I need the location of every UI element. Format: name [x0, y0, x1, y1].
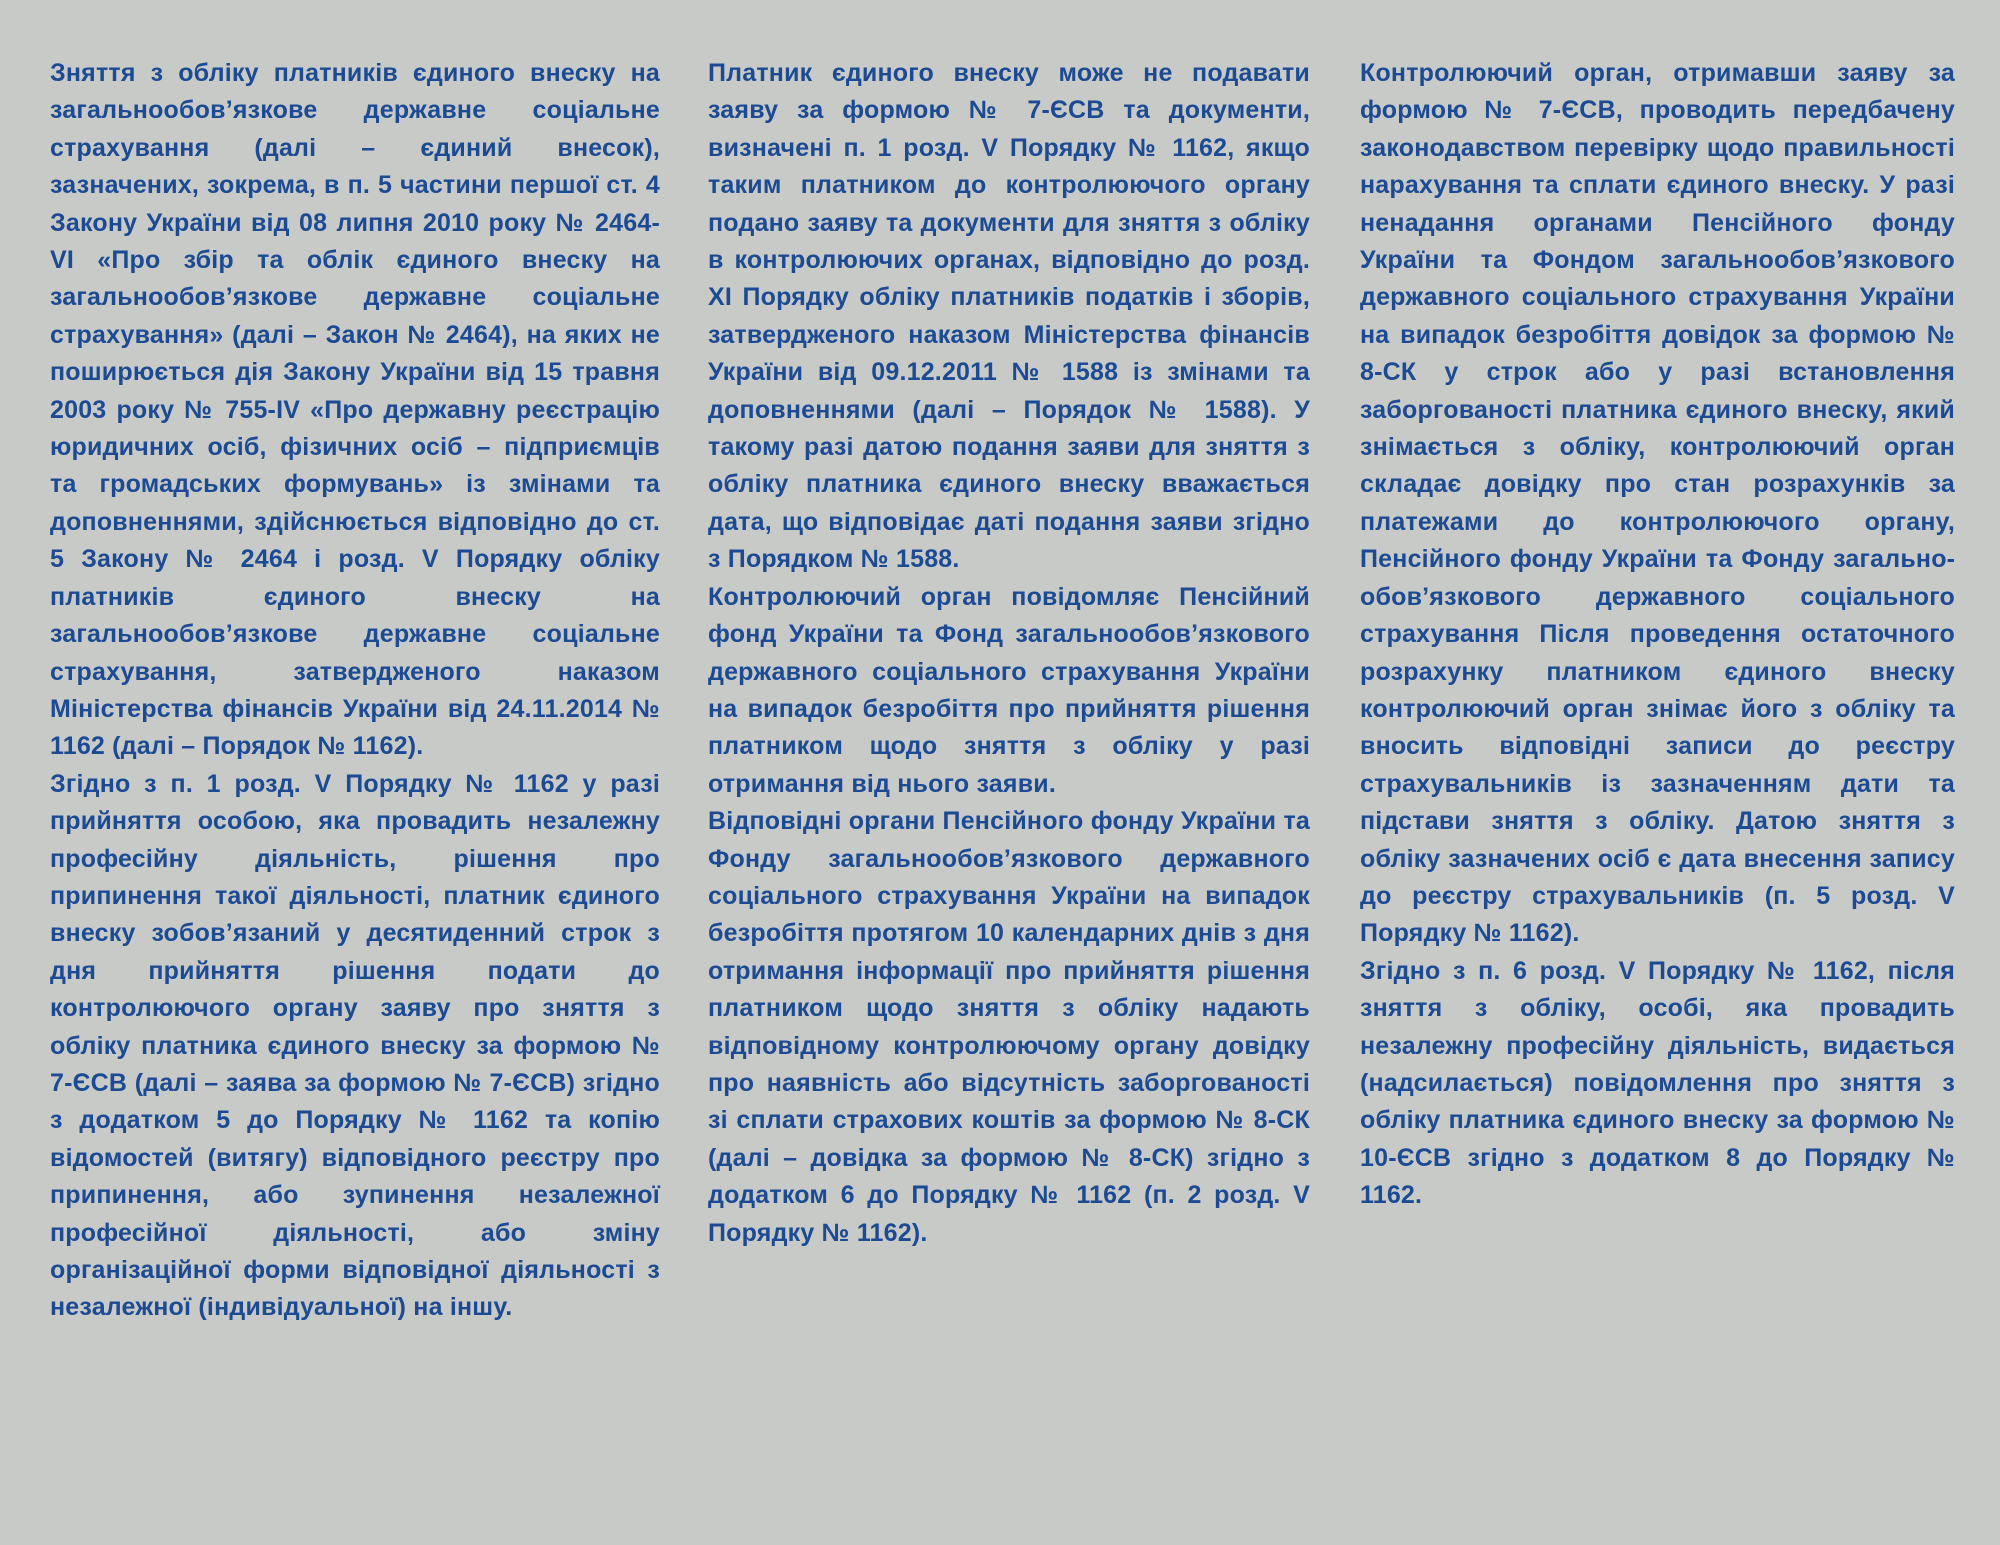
paragraph-notice-form-10: Згідно з п. 6 розд. V Порядку № 1162, після зняття з обліку, особі, яка провадить незалежну професійну діяльність, видається (надсилається) повідомлення про зняття з обліку платника єдиного внеску за формою № 10-ЄСВ згідно з додатком 8 до Порядку № 1162. — [1360, 956, 1955, 1210]
paragraph-authority-notification: Контролюючий орган повідомляє Пенсійний фонд України та Фонд загальнообов’язкового державного соціального страхування України на випадок безробіття про прийняття рішення платником щодо зняття з обліку у разі отримання від нього заяви. — [708, 582, 1310, 798]
text-column-middle — [708, 55, 1310, 1252]
paragraph-application-exemption: Платник єдиного внеску може не подавати заяву за формою № 7-ЄСВ та документи, визначені п. 1 розд. V Порядку № 1162, якщо таким платником до контролюючого органу подано заяву та документи для зняття з обліку в контролюючих органах, відповідно до розд. XI Порядку обліку платників податків і зборів, затвердженого наказом Міністерства фінансів України від 09.12.2011 № 1588 із змінами та доповненнями (далі – Порядок № 1588). У такому разі датою подання заяви для зняття з обліку платника єдиного внеску вважається дата, що відповідає даті подання заяви згідно з Порядком № 1588. — [708, 59, 1310, 574]
paragraph-procedure-clause-1: Згідно з п. 1 розд. V Порядку № 1162 у разі прийняття особою, яка провадить незалежну професійну діяльність, рішення про припинення такої діяльності, платник єдиного внеску зобов’язаний у десятиденний строк з дня прийняття рішення подати до контролюючого органу заяву про зняття з обліку платника єдиного внеску за формою № 7-ЄСВ (далі – заява за формою № 7-ЄСВ) згідно з додатком 5 до Порядку № 1162 та копію відомостей (витягу) відповідного реєстру про припинення, або зупинення незалежної професійної діяльності, або зміну організаційної форми відповідної діяльності з незалежної (індивідуальної) на іншу. — [50, 769, 660, 1322]
paragraph-funds-certificate: Відповідні органи Пенсійного фонду України та Фонду загальнообов’язкового державного соціального страхування України на випадок безробіття протягом 10 календарних днів з дня отримання інформації про прийняття рішення платником щодо зняття з обліку надають відповідному контролюючому органу довідку про наявність або відсутність заборгованості зі сплати страхових коштів за формою № 8-СК (далі – довідка за формою № 8-СК) згідно з додатком 6 до Порядку № 1162 (п. 2 розд. V Порядку № 1162). — [708, 807, 1310, 1247]
text-column-right — [1360, 55, 1955, 1215]
text-column-left — [50, 55, 660, 1327]
paragraph-deregistration-intro: Зняття з обліку платників єдиного внеску на загальнообов’язкове державне соціальне страхування (далі – єдиний внесок), зазначених, зокрема, в п. 5 частини першої ст. 4 Закону України від 08 липня 2010 року № 2464-VI «Про збір та облік єдиного внеску на загальнообов’язкове державне соціальне страхування» (далі – Закон № 2464), на яких не поширюється дія Закону України від 15 травня 2003 року № 755-IV «Про державну реєстрацію юридичних осіб, фізичних осіб – підприємців та громадських формувань» із змінами та доповненнями, здійснюється відповідно до ст. 5 Закону № 2464 і розд. V Порядку обліку платників єдиного внеску на загальнообов’язкове державне соціальне страхування, затвердженого наказом Міністерства фінансів України від 24.11.2014 № 1162 (далі – Порядок № 1162). — [50, 59, 660, 761]
paragraph-audit-and-removal: Контролюючий орган, отримавши заяву за формою № 7-ЄСВ, проводить передбачену законодавством перевірку щодо правильності нарахування та сплати єдиного внеску. У разі ненадання органами Пенсійного фонду України та Фондом загальнообов’язкового державного соціального страхування України на випадок безробіття довідок за формою № 8-СК у строк або у разі встановлення заборгованості платника єдиного внеску, який знімається з обліку, контролюючий орган складає довідку про стан розрахунків за платежами до контролюючого органу, Пенсійного фонду України та Фонду загальнообов’язкового державного соціального страхування Після проведення остаточного розрахунку платником єдиного внеску контролюючий орган знімає його з обліку та вносить відповідні записи до реєстру страхувальників із зазначенням дати та підстави зняття з обліку. Датою зняття з обліку зазначених осіб є дата внесення запису до реєстру страхувальників (п. 5 розд. V Порядку № 1162). — [1360, 59, 1955, 948]
